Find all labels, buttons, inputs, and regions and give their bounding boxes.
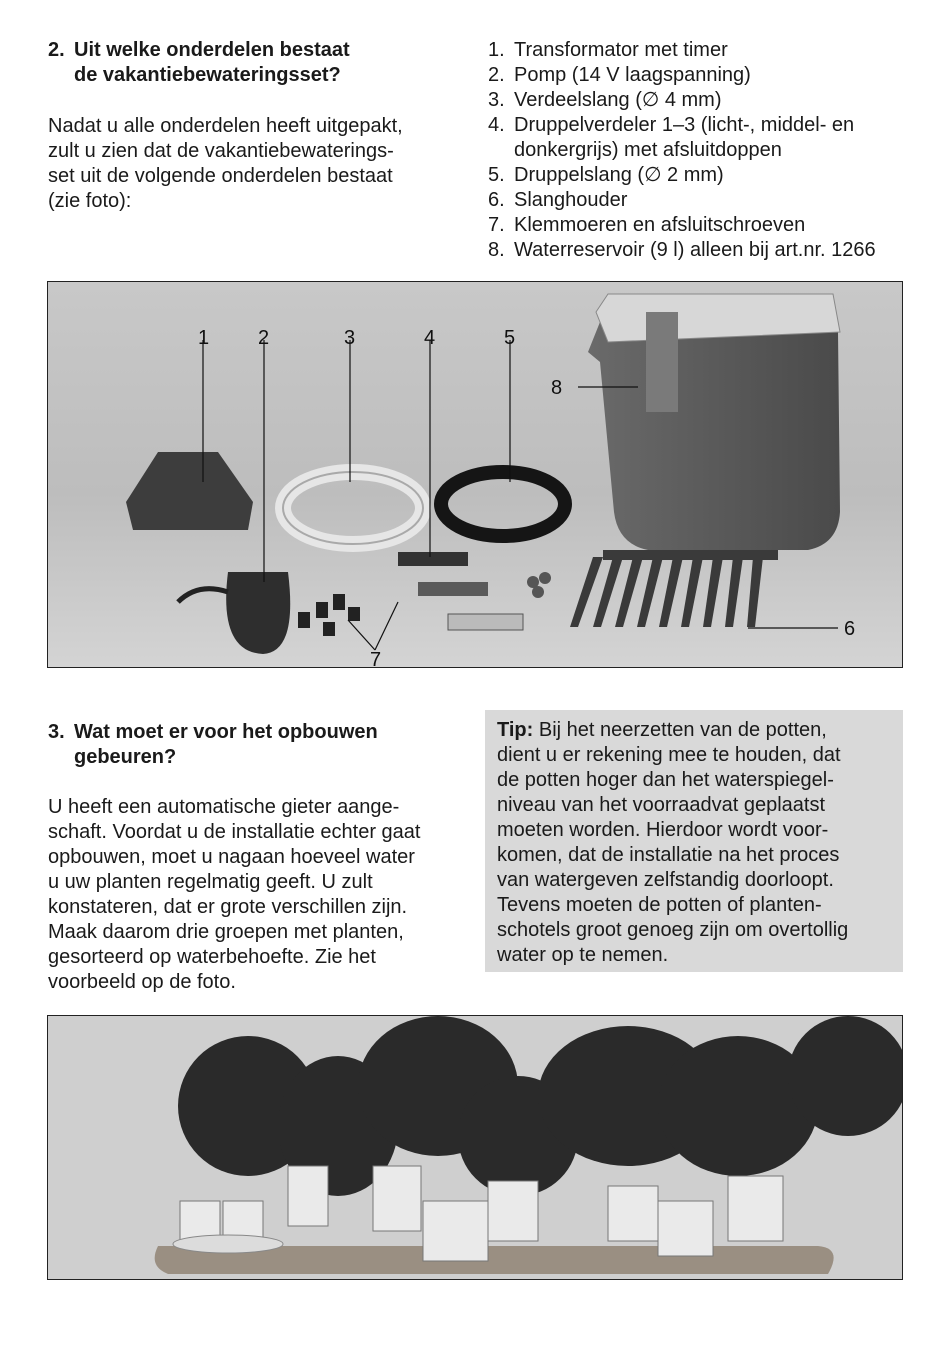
section-2-number: 2.	[48, 39, 65, 61]
list-item-number: 3.	[488, 89, 505, 111]
tip-line: Tevens moeten de potten of planten-	[497, 894, 822, 916]
body-line: U heeft een automatische gieter aange-	[48, 796, 400, 818]
section-3-number: 3.	[48, 721, 65, 743]
parts-photo-illustration	[48, 282, 902, 667]
distributor-medium	[418, 582, 488, 596]
list-item-text: Transformator met timer	[514, 39, 728, 61]
body-line: schaft. Voordat u de installatie echter gaat	[48, 821, 421, 843]
list-item-text: Waterreservoir (9 l) alleen bij art.nr. 1266	[514, 239, 876, 261]
body-line: Maak daarom drie groepen met planten,	[48, 921, 404, 943]
list-item-line: donkergrijs) met afsluitdoppen	[514, 139, 782, 161]
list-item-number: 1.	[488, 39, 505, 61]
callout-7: 7	[370, 649, 382, 667]
list-item	[488, 213, 928, 238]
section-3-heading	[48, 720, 468, 770]
list-item-number: 4.	[488, 114, 505, 136]
tip-box	[485, 710, 903, 972]
list-item-number: 6.	[488, 189, 505, 211]
section-3-title-line1: Wat moet er voor het opbouwen	[74, 721, 378, 743]
list-item-number: 5.	[488, 164, 505, 186]
tip-line: schotels groot genoeg zijn om overtollig	[497, 919, 849, 941]
tip-line: de potten hoger dan het waterspiegel-	[497, 769, 834, 791]
body-line: gesorteerd op waterbehoefte. Zie het	[48, 946, 376, 968]
section-2-intro	[48, 114, 468, 214]
tip-text: Bij het neerzetten van de potten,	[533, 719, 827, 741]
plants-photo	[47, 1015, 903, 1280]
callout-1: 1	[198, 327, 210, 349]
list-item-number: 7.	[488, 214, 505, 236]
distributor-dark	[398, 552, 468, 566]
tip-label: Tip:	[497, 719, 534, 741]
parts-list	[488, 38, 928, 263]
callout-6: 6	[844, 618, 856, 640]
list-item	[488, 63, 928, 88]
tip-line: water op te nemen.	[497, 944, 669, 966]
body-line: u uw planten regelmatig geeft. U zult	[48, 871, 373, 893]
list-item-text: Pomp (14 V laagspanning)	[514, 64, 751, 86]
tip-line: van watergeven zelfstandig doorloopt.	[497, 869, 834, 891]
callout-2: 2	[258, 327, 270, 349]
section-2-title-line2: de vakantiebewateringsset?	[74, 64, 341, 86]
intro-line: zult u zien dat de vakantiebewaterings-	[48, 140, 394, 162]
list-item	[488, 188, 928, 213]
body-line: voorbeeld op de foto.	[48, 971, 236, 993]
list-item-text	[514, 113, 854, 163]
section-3-body	[48, 795, 473, 995]
list-item	[488, 113, 928, 163]
list-item-number: 8.	[488, 239, 505, 261]
tip-line: dient u er rekening mee te houden, dat	[497, 744, 841, 766]
list-item	[488, 88, 928, 113]
list-item-text: Klemmoeren en afsluitschroeven	[514, 214, 806, 236]
list-item-number: 2.	[488, 64, 505, 86]
list-item	[488, 238, 928, 263]
list-item-text: Druppelslang (∅ 2 mm)	[514, 164, 724, 186]
body-line: konstateren, dat er grote verschillen zijn.	[48, 896, 408, 918]
distributor-light	[448, 614, 523, 630]
body-line: opbouwen, moet u nagaan hoeveel water	[48, 846, 415, 868]
tip-line: komen, dat de installatie na het proces	[497, 844, 840, 866]
tip-line: niveau van het voorraadvat geplaatst	[497, 794, 825, 816]
callout-8: 8	[551, 377, 563, 399]
list-item-line: Druppelverdeler 1–3 (licht-, middel- en	[514, 114, 855, 136]
list-item	[488, 38, 928, 63]
tip-first-line	[497, 718, 891, 743]
parts-photo	[47, 281, 903, 668]
intro-line: set uit de volgende onderdelen bestaat	[48, 165, 393, 187]
section-3-title-line2: gebeuren?	[74, 746, 177, 768]
list-item-text: Verdeelslang (∅ 4 mm)	[514, 89, 722, 111]
intro-line: (zie foto):	[48, 190, 132, 212]
callout-3: 3	[344, 327, 356, 349]
list-item-text: Slanghouder	[514, 189, 628, 211]
callout-5: 5	[504, 327, 516, 349]
section-2-title-line1: Uit welke onderdelen bestaat	[74, 39, 350, 61]
callout-4: 4	[424, 327, 436, 349]
tip-line: moeten worden. Hierdoor wordt voor-	[497, 819, 829, 841]
section-2-heading	[48, 38, 468, 88]
intro-line: Nadat u alle onderdelen heeft uitgepakt,	[48, 115, 403, 137]
plants-photo-illustration	[48, 1016, 902, 1279]
list-item	[488, 163, 928, 188]
